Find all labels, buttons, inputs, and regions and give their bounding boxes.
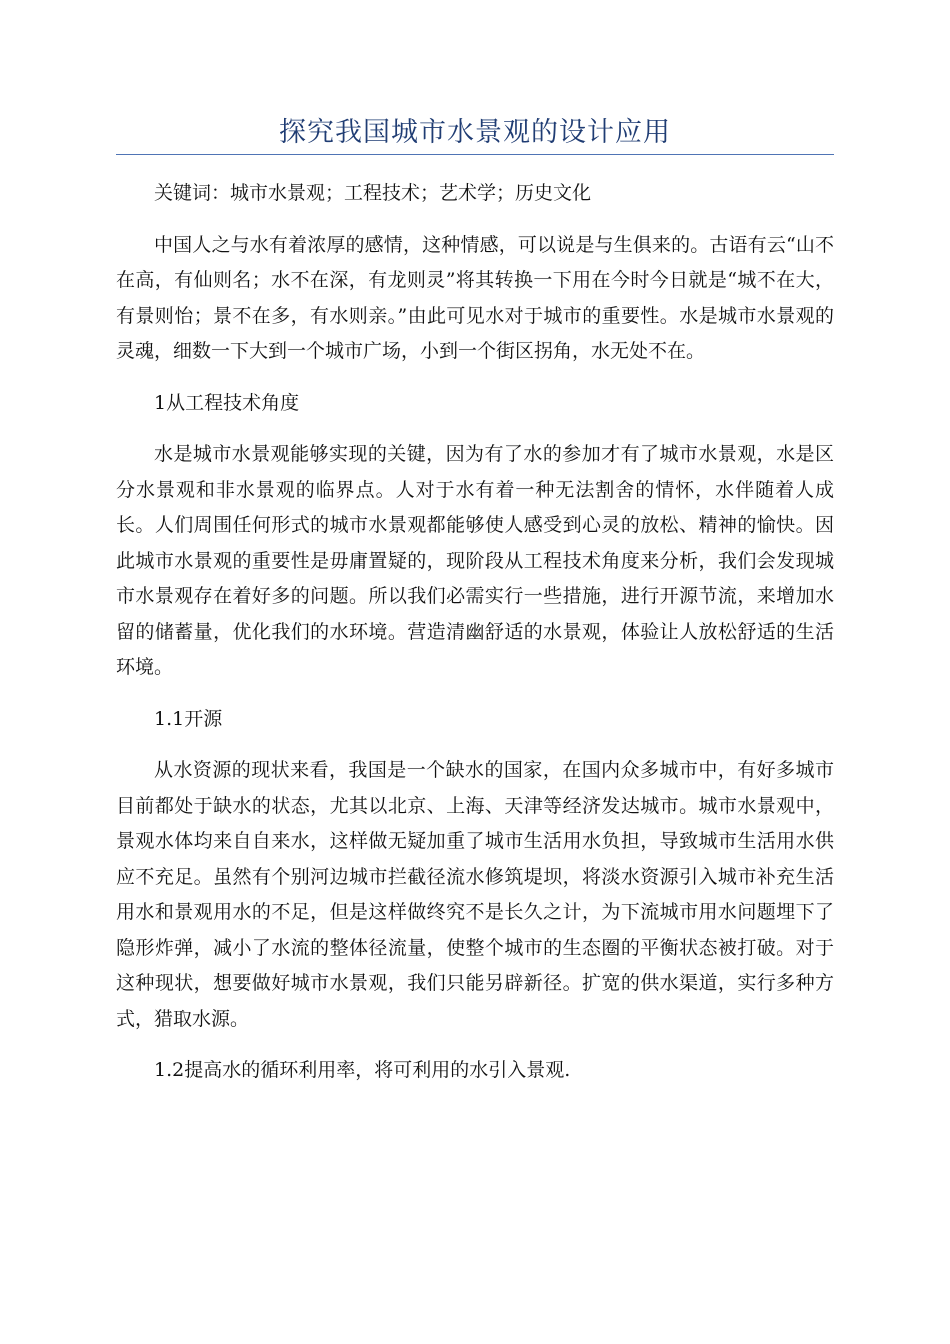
keywords-line: 关键词：城市水景观；工程技术；艺术学；历史文化 bbox=[154, 182, 592, 204]
intro-paragraph: 中国人之与水有着浓厚的感情，这种情感，可以说是与生俱来的。古语有云“山不在高，有仙则名；水不在深，有龙则灵”将其转换一下用在今时今日就是“城不在大，有景则怡；景不在多，有水则亲。”由此可见水对于城市的重要性。水是城市水景观的灵魂，细数一下大到一个城市广场，小到一个街区拐角，水无处不在。 bbox=[116, 233, 834, 362]
document-page bbox=[116, 0, 834, 1344]
title-underline bbox=[116, 154, 834, 155]
section-1-1-paragraph: 从水资源的现状来看，我国是一个缺水的国家，在国内众多城市中，有好多城市目前都处于缺水的状态，尤其以北京、上海、天津等经济发达城市。城市水景观中，景观水体均来自自来水，这样做无疑加重了城市生活用水负担，导致城市生活用水供应不充足。虽然有个别河边城市拦截径流水修筑堤坝，将淡水资源引入城市补充生活用水和景观用水的不足，但是这样做终究不是长久之计，为下流城市用水问题埋下了隐形炸弹，减小了水流的整体径流量，使整个城市的生态圈的平衡状态被打破。对于这种现状，想要做好城市水景观，我们只能另辟新径。扩宽的供水渠道，实行多种方式，猎取水源。 bbox=[116, 759, 834, 1030]
section-1-paragraph: 水是城市水景观能够实现的关键，因为有了水的参加才有了城市水景观，水是区分水景观和非水景观的临界点。人对于水有着一种无法割舍的情怀，水伴随着人成长。人们周围任何形式的城市水景观都能够使人感受到心灵的放松、精神的愉快。因此城市水景观的重要性是毋庸置疑的，现阶段从工程技术角度来分析，我们会发现城市水景观存在着好多的问题。所以我们必需实行一些措施，进行开源节流，来增加水留的储蓄量，优化我们的水环境。营造清幽舒适的水景观，体验让人放松舒适的生活环境。 bbox=[116, 443, 834, 678]
section-1-heading: 1从工程技术角度 bbox=[154, 391, 300, 414]
document-title: 探究我国城市水景观的设计应用 bbox=[279, 117, 671, 148]
document-body bbox=[116, 176, 834, 1105]
section-1-1-heading: 1.1开源 bbox=[154, 707, 223, 730]
section-1-2-heading: 1.2提高水的循环利用率，将可利用的水引入景观. bbox=[154, 1059, 571, 1081]
